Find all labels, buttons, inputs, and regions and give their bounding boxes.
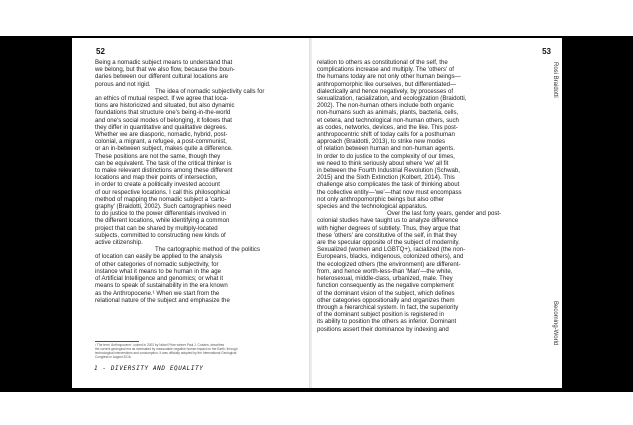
text-line: other categories oppositionally and organizes them [317,296,455,304]
text-line: species and the technological apparatus. [317,203,428,211]
right-page [312,38,562,388]
text-line: Whether we are diasporic, nomadic, hybrid, post- [95,131,228,139]
text-line: relation to others as constitutional of the self, the [317,59,448,66]
text-line: can be equivalent. The task of the critical thinker is [95,159,232,167]
text-line: with higher degrees of subtlety. Thus, they argue that [317,224,461,232]
text-line: Sexualized (women and LGBTQ+), racialized (the non- [317,246,466,254]
text-line: graphy' (Braidotti, 2002). Such cartographies need [95,203,231,211]
text-line: as the Anthropocene.¹ When we start from the [95,289,220,297]
footnote-line: Congress in August 2016. [95,354,132,359]
side-label: Becoming-World [552,301,558,346]
text-line: as codes, networks, devices, and the like. This post- [317,123,458,131]
text-line: of the dominant vision of the subject, which defines [317,289,455,297]
text-line: of Artificial Intelligence and genomics; or what it [95,275,224,283]
text-line: challenge also complicates the task of thinking about [317,181,460,189]
text-line: anthropocentric shift of today calls for a posthuman [317,131,455,139]
footnote-line: ¹ The term 'Anthropocene', coined in 2002 by Nobel Prize winner Paul J. Crutzen, describes [95,343,225,347]
text-line: its ability to position the others as inferior. Dominant [317,318,457,326]
text-line: of our respective locations. I call this philosophical [95,188,230,196]
text-line: project that can be shared by multiply-located [95,224,218,232]
page-number-right: 53 [542,47,551,56]
text-line: porous and not rigid. [95,80,151,88]
text-line: anthropomorphic like ourselves, but differentiated— [317,80,457,88]
text-line: colonial studies have taught us to analyze difference [317,217,459,225]
footnote-line: technological interventions and consumption. It was officially adopted by the International Geological [95,350,237,355]
text-line: of location can easily be applied to the analysis [95,253,223,261]
text-line: daries between our different cultural locations are [95,73,229,81]
text-line: foundations that structure one's being-in-the-world [95,109,231,117]
text-line: the humans today are not only other human beings— [317,73,461,81]
text-line: to do justice to the power differentials involved in [95,210,226,218]
text-line: These positions are not the same, though they [95,152,221,160]
text-line: The idea of nomadic subjectivity calls for [155,87,265,95]
text-line: of other categories of nomadic subjectivity, for [95,260,219,268]
text-line: the collective entity—'we'—that now must encompass [317,188,462,196]
text-line: tions are historicized and situated, but also dynamic [95,102,235,110]
text-line: active citizenship. [95,239,143,247]
running-head: Rosi Braidotti [552,62,558,98]
text-line: In order to do justice to the complexity of our times, [317,152,455,160]
text-line: relational nature of the subject and emphasize the [95,296,230,304]
text-line: of the dominant subject position is registered in [317,311,445,319]
open-book [0,36,633,392]
text-line: subjects, committed to constructing new kinds of [95,231,226,239]
text-line: in between the Fourth Industrial Revolution (Schwab, [317,167,460,175]
text-line: from, and hence worth-less-than 'Man'—the white, [317,267,453,275]
text-line: we need to think seriously about where 'we' all fit [317,159,449,167]
text-line: method of mapping the nomadic subject a 'carto- [95,195,227,203]
left-body-text [95,59,301,304]
text-line: Being a nomadic subject means to understand that [95,59,233,66]
text-line: not only anthropomorphic beings but also other [317,195,445,203]
right-body-text [317,59,529,333]
text-line: Europeans, blacks, indigenous, colonized others), and [317,253,464,261]
text-line: 2002). The non-human others include both organic [317,102,454,110]
text-line: complications increase and multiply. The 'others' of [317,66,454,74]
text-line: the ecologized others (the environment) are different- [317,260,461,268]
text-line: in order to create a politically invested account [95,181,220,189]
text-line: Over the last forty years, gender and post- [387,210,502,218]
footnote-line: the current geological era as dominated by measurable negative human impact on the Earth, through [95,346,238,351]
footnote [95,344,295,360]
text-line: approach (Braidotti, 2013), to strike new modes [317,138,446,146]
text-line: non-humans such as animals, plants, bacteria, cells, [317,109,459,117]
text-line: through a hierarchical system. In fact, the superiority [317,303,459,311]
footnote-rule [95,341,139,342]
text-line: an ethics of mutual respect. If we agree that loca- [95,95,229,103]
text-line: to make relevant distinctions among these different [95,167,233,175]
text-line: 2015) and the Sixth Extinction (Kolbert, 2014). This [317,174,455,182]
text-line: et cetera, and technological non-human others, such [317,116,459,124]
text-line: heterosexual, middle-class, urbanized, male. They [317,275,453,283]
left-page [72,38,310,388]
text-line: locations and map their points of intersection, [95,174,218,182]
text-line: the different locations, while identifying a common [95,217,230,225]
text-line: The cartographic method of the politics [155,246,261,254]
text-line: of relation between human and non-human agents. [317,145,455,153]
text-line: means to speak of sustainability in the era known [95,282,228,290]
text-line: dialectically and hence negatively, by processes of [317,87,454,95]
page-number-left: 52 [96,47,105,56]
text-line: and one's social modes of belonging, it follows that [95,116,233,124]
text-line: they differ in quantitative and qualitative degrees. [95,123,228,131]
text-line: we belong, but that we also flow, because the boun- [95,66,235,74]
text-line: these 'others' are constitutive of the self, in that they [317,231,457,239]
text-line: sexualization, racialization, and ecologization (Braidotti, [317,95,467,103]
text-line: or an in-between subject, makes quite a difference. [95,145,233,153]
text-line: function consequently as the negative complement [317,282,454,290]
text-line: are the specular opposite of the subject of modernity. [317,239,460,247]
handwritten-note: 1 - DIVERSITY AND EQUALITY [94,365,204,372]
text-line: positions assert their dominance by indexing and [317,325,449,333]
text-line: instance what it means to be human in the age [95,267,222,275]
text-line: colonial, a migrant, a refugee, a post-communist, [95,138,227,146]
